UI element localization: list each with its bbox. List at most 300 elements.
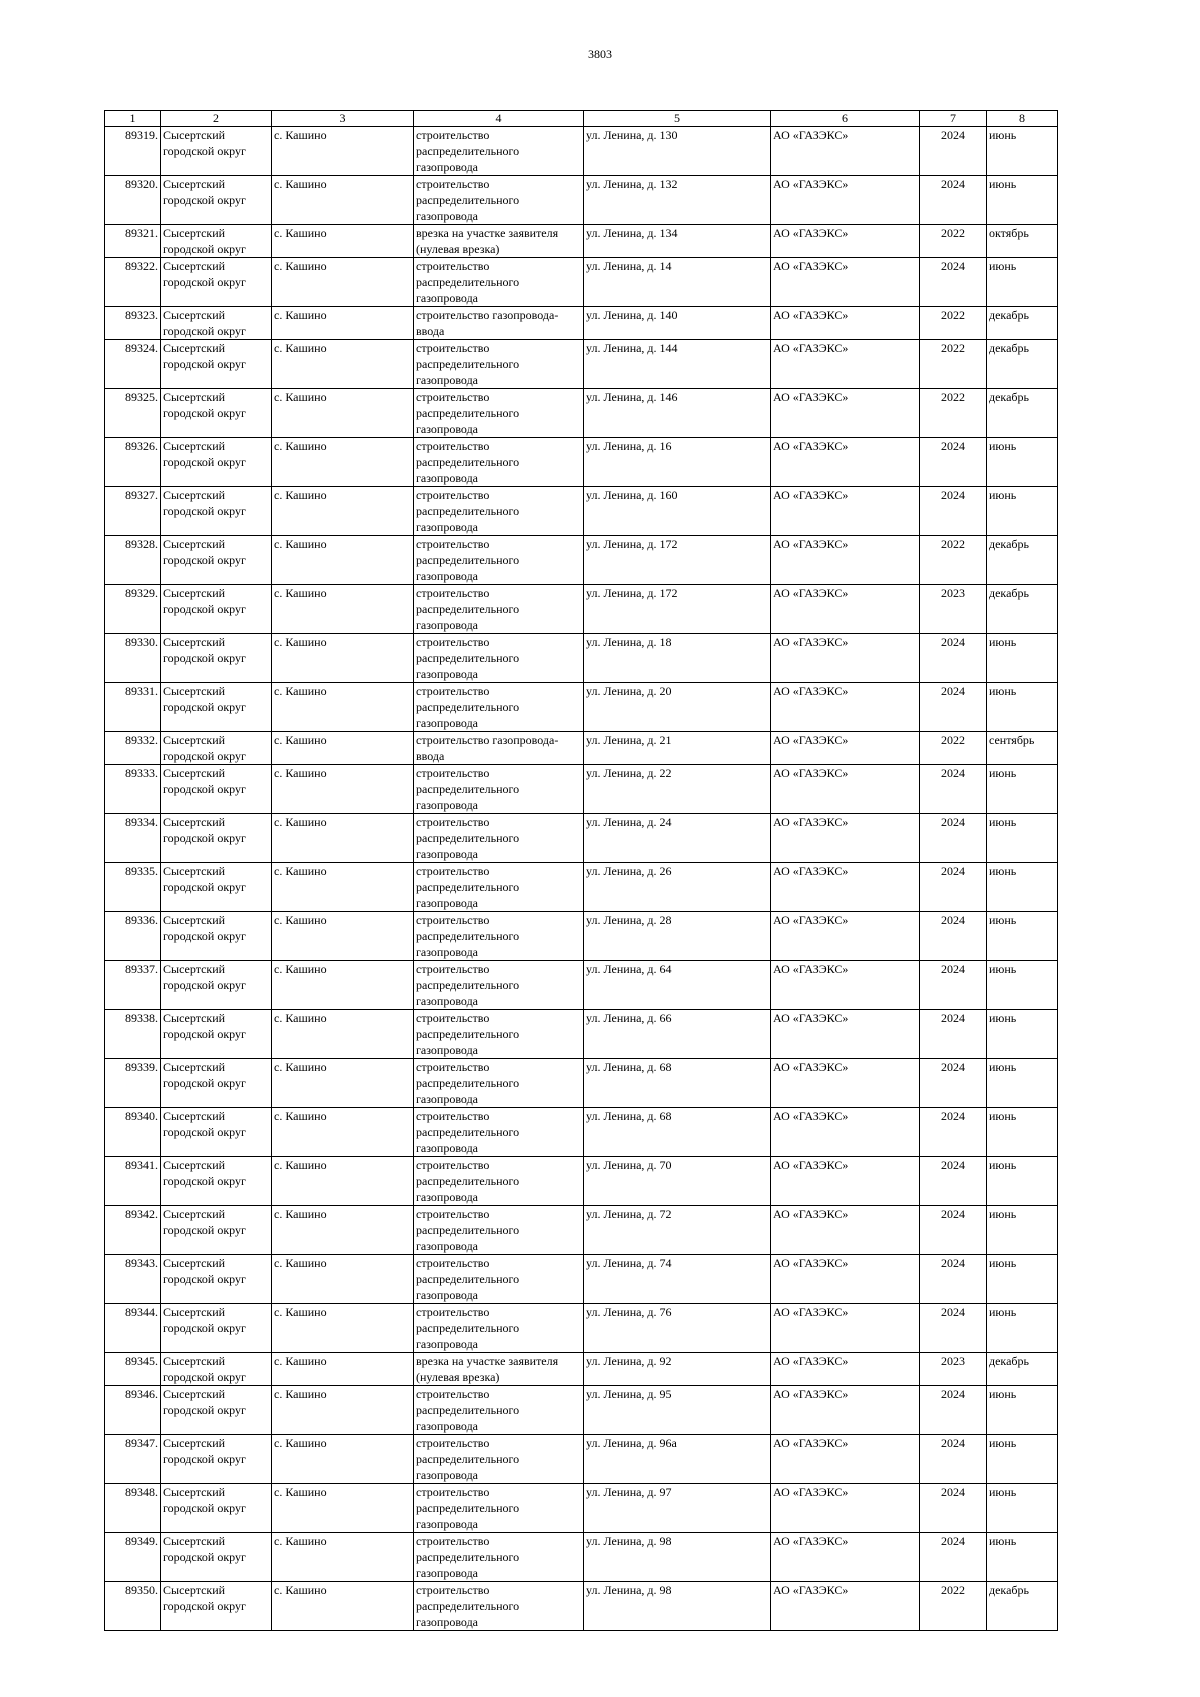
district-cell: Сысертский городской округ (161, 487, 272, 536)
table-row (105, 438, 1058, 487)
work-type-cell: строительство распределительного газопровода (414, 1386, 584, 1435)
month-cell: июнь (987, 127, 1058, 176)
settlement-cell: с. Кашино (272, 1010, 414, 1059)
table-row (105, 307, 1058, 340)
district-cell: Сысертский городской округ (161, 961, 272, 1010)
work-type-cell: строительство распределительного газопровода (414, 961, 584, 1010)
address-cell: ул. Ленина, д. 144 (584, 340, 771, 389)
registry-table (104, 110, 1058, 1631)
address-cell: ул. Ленина, д. 72 (584, 1206, 771, 1255)
row-number-cell: 89320. (105, 176, 161, 225)
district-cell: Сысертский городской округ (161, 1435, 272, 1484)
organization-cell: АО «ГАЗЭКС» (771, 732, 920, 765)
settlement-cell: с. Кашино (272, 225, 414, 258)
year-cell: 2024 (920, 1206, 987, 1255)
table-row (105, 1304, 1058, 1353)
address-cell: ул. Ленина, д. 28 (584, 912, 771, 961)
year-cell: 2024 (920, 127, 987, 176)
settlement-cell: с. Кашино (272, 258, 414, 307)
district-cell: Сысертский городской округ (161, 1353, 272, 1386)
settlement-cell: с. Кашино (272, 961, 414, 1010)
district-cell: Сысертский городской округ (161, 1484, 272, 1533)
district-cell: Сысертский городской округ (161, 1533, 272, 1582)
table-row (105, 961, 1058, 1010)
address-cell: ул. Ленина, д. 66 (584, 1010, 771, 1059)
year-cell: 2024 (920, 1386, 987, 1435)
month-cell: июнь (987, 683, 1058, 732)
settlement-cell: с. Кашино (272, 1582, 414, 1631)
year-cell: 2024 (920, 814, 987, 863)
row-number-cell: 89346. (105, 1386, 161, 1435)
address-cell: ул. Ленина, д. 68 (584, 1059, 771, 1108)
year-cell: 2024 (920, 1010, 987, 1059)
address-cell: ул. Ленина, д. 70 (584, 1157, 771, 1206)
organization-cell: АО «ГАЗЭКС» (771, 683, 920, 732)
row-number-cell: 89331. (105, 683, 161, 732)
row-number-cell: 89344. (105, 1304, 161, 1353)
table-row (105, 1255, 1058, 1304)
organization-cell: АО «ГАЗЭКС» (771, 258, 920, 307)
month-cell: июнь (987, 1255, 1058, 1304)
settlement-cell: с. Кашино (272, 340, 414, 389)
month-cell: июнь (987, 634, 1058, 683)
address-cell: ул. Ленина, д. 130 (584, 127, 771, 176)
table-row (105, 585, 1058, 634)
settlement-cell: с. Кашино (272, 1108, 414, 1157)
year-cell: 2022 (920, 536, 987, 585)
address-cell: ул. Ленина, д. 68 (584, 1108, 771, 1157)
month-cell: октябрь (987, 225, 1058, 258)
month-cell: июнь (987, 1533, 1058, 1582)
column-header: 8 (987, 111, 1058, 127)
district-cell: Сысертский городской округ (161, 585, 272, 634)
table-row (105, 1059, 1058, 1108)
month-cell: июнь (987, 1484, 1058, 1533)
settlement-cell: с. Кашино (272, 1386, 414, 1435)
organization-cell: АО «ГАЗЭКС» (771, 307, 920, 340)
organization-cell: АО «ГАЗЭКС» (771, 1059, 920, 1108)
year-cell: 2022 (920, 225, 987, 258)
year-cell: 2022 (920, 307, 987, 340)
address-cell: ул. Ленина, д. 74 (584, 1255, 771, 1304)
work-type-cell: строительство распределительного газопровода (414, 585, 584, 634)
month-cell: июнь (987, 1059, 1058, 1108)
month-cell: декабрь (987, 307, 1058, 340)
settlement-cell: с. Кашино (272, 732, 414, 765)
column-header: 2 (161, 111, 272, 127)
organization-cell: АО «ГАЗЭКС» (771, 1206, 920, 1255)
settlement-cell: с. Кашино (272, 634, 414, 683)
year-cell: 2024 (920, 765, 987, 814)
year-cell: 2024 (920, 1435, 987, 1484)
address-cell: ул. Ленина, д. 21 (584, 732, 771, 765)
table-row (105, 1206, 1058, 1255)
column-header: 3 (272, 111, 414, 127)
row-number-cell: 89339. (105, 1059, 161, 1108)
year-cell: 2024 (920, 1533, 987, 1582)
settlement-cell: с. Кашино (272, 683, 414, 732)
column-number-row (105, 111, 1058, 127)
row-number-cell: 89342. (105, 1206, 161, 1255)
month-cell: декабрь (987, 1582, 1058, 1631)
settlement-cell: с. Кашино (272, 1533, 414, 1582)
work-type-cell: строительство распределительного газопровода (414, 1255, 584, 1304)
district-cell: Сысертский городской округ (161, 863, 272, 912)
row-number-cell: 89345. (105, 1353, 161, 1386)
settlement-cell: с. Кашино (272, 307, 414, 340)
year-cell: 2024 (920, 438, 987, 487)
district-cell: Сысертский городской округ (161, 1206, 272, 1255)
month-cell: июнь (987, 258, 1058, 307)
table-row (105, 1353, 1058, 1386)
month-cell: декабрь (987, 340, 1058, 389)
table-row (105, 389, 1058, 438)
settlement-cell: с. Кашино (272, 536, 414, 585)
work-type-cell: строительство распределительного газопровода (414, 1435, 584, 1484)
work-type-cell: строительство распределительного газопровода (414, 1582, 584, 1631)
month-cell: июнь (987, 438, 1058, 487)
address-cell: ул. Ленина, д. 92 (584, 1353, 771, 1386)
table-row (105, 258, 1058, 307)
work-type-cell: строительство распределительного газопровода (414, 863, 584, 912)
year-cell: 2024 (920, 1059, 987, 1108)
row-number-cell: 89343. (105, 1255, 161, 1304)
row-number-cell: 89321. (105, 225, 161, 258)
organization-cell: АО «ГАЗЭКС» (771, 176, 920, 225)
table-row (105, 1533, 1058, 1582)
column-header: 5 (584, 111, 771, 127)
address-cell: ул. Ленина, д. 95 (584, 1386, 771, 1435)
district-cell: Сысертский городской округ (161, 225, 272, 258)
organization-cell: АО «ГАЗЭКС» (771, 438, 920, 487)
address-cell: ул. Ленина, д. 132 (584, 176, 771, 225)
row-number-cell: 89336. (105, 912, 161, 961)
settlement-cell: с. Кашино (272, 176, 414, 225)
table-row (105, 487, 1058, 536)
year-cell: 2024 (920, 961, 987, 1010)
settlement-cell: с. Кашино (272, 1206, 414, 1255)
year-cell: 2022 (920, 389, 987, 438)
settlement-cell: с. Кашино (272, 912, 414, 961)
work-type-cell: строительство распределительного газопровода (414, 340, 584, 389)
settlement-cell: с. Кашино (272, 585, 414, 634)
work-type-cell: строительство распределительного газопровода (414, 536, 584, 585)
month-cell: декабрь (987, 389, 1058, 438)
work-type-cell: строительство распределительного газопровода (414, 1533, 584, 1582)
organization-cell: АО «ГАЗЭКС» (771, 1108, 920, 1157)
table-row (105, 912, 1058, 961)
month-cell: июнь (987, 1206, 1058, 1255)
year-cell: 2024 (920, 863, 987, 912)
table-row (105, 1582, 1058, 1631)
settlement-cell: с. Кашино (272, 1255, 414, 1304)
district-cell: Сысертский городской округ (161, 258, 272, 307)
work-type-cell: врезка на участке заявителя (нулевая врезка) (414, 1353, 584, 1386)
month-cell: июнь (987, 176, 1058, 225)
row-number-cell: 89323. (105, 307, 161, 340)
row-number-cell: 89330. (105, 634, 161, 683)
row-number-cell: 89341. (105, 1157, 161, 1206)
address-cell: ул. Ленина, д. 146 (584, 389, 771, 438)
year-cell: 2024 (920, 1157, 987, 1206)
address-cell: ул. Ленина, д. 134 (584, 225, 771, 258)
settlement-cell: с. Кашино (272, 1059, 414, 1108)
year-cell: 2024 (920, 912, 987, 961)
month-cell: декабрь (987, 536, 1058, 585)
organization-cell: АО «ГАЗЭКС» (771, 634, 920, 683)
row-number-cell: 89334. (105, 814, 161, 863)
row-number-cell: 89332. (105, 732, 161, 765)
district-cell: Сысертский городской округ (161, 634, 272, 683)
year-cell: 2024 (920, 683, 987, 732)
district-cell: Сысертский городской округ (161, 176, 272, 225)
month-cell: июнь (987, 1157, 1058, 1206)
work-type-cell: строительство распределительного газопровода (414, 438, 584, 487)
table-row (105, 1386, 1058, 1435)
table-row (105, 1108, 1058, 1157)
settlement-cell: с. Кашино (272, 389, 414, 438)
district-cell: Сысертский городской округ (161, 732, 272, 765)
settlement-cell: с. Кашино (272, 127, 414, 176)
table-row (105, 536, 1058, 585)
year-cell: 2024 (920, 1484, 987, 1533)
district-cell: Сысертский городской округ (161, 438, 272, 487)
organization-cell: АО «ГАЗЭКС» (771, 1157, 920, 1206)
organization-cell: АО «ГАЗЭКС» (771, 1010, 920, 1059)
work-type-cell: строительство распределительного газопровода (414, 258, 584, 307)
organization-cell: АО «ГАЗЭКС» (771, 1435, 920, 1484)
work-type-cell: строительство распределительного газопровода (414, 1206, 584, 1255)
work-type-cell: строительство распределительного газопровода (414, 1010, 584, 1059)
table-row (105, 634, 1058, 683)
row-number-cell: 89347. (105, 1435, 161, 1484)
district-cell: Сысертский городской округ (161, 1386, 272, 1435)
table-row (105, 765, 1058, 814)
work-type-cell: строительство распределительного газопровода (414, 1157, 584, 1206)
work-type-cell: строительство распределительного газопровода (414, 683, 584, 732)
month-cell: декабрь (987, 585, 1058, 634)
district-cell: Сысертский городской округ (161, 814, 272, 863)
table-row (105, 814, 1058, 863)
organization-cell: АО «ГАЗЭКС» (771, 1304, 920, 1353)
settlement-cell: с. Кашино (272, 1157, 414, 1206)
row-number-cell: 89326. (105, 438, 161, 487)
work-type-cell: врезка на участке заявителя (нулевая врезка) (414, 225, 584, 258)
organization-cell: АО «ГАЗЭКС» (771, 863, 920, 912)
row-number-cell: 89329. (105, 585, 161, 634)
row-number-cell: 89338. (105, 1010, 161, 1059)
organization-cell: АО «ГАЗЭКС» (771, 912, 920, 961)
organization-cell: АО «ГАЗЭКС» (771, 225, 920, 258)
month-cell: июнь (987, 487, 1058, 536)
year-cell: 2023 (920, 1353, 987, 1386)
district-cell: Сысертский городской округ (161, 683, 272, 732)
organization-cell: АО «ГАЗЭКС» (771, 1353, 920, 1386)
settlement-cell: с. Кашино (272, 1304, 414, 1353)
page-number: 3803 (588, 47, 612, 61)
district-cell: Сысертский городской округ (161, 1059, 272, 1108)
work-type-cell: строительство газопровода-ввода (414, 307, 584, 340)
address-cell: ул. Ленина, д. 16 (584, 438, 771, 487)
settlement-cell: с. Кашино (272, 863, 414, 912)
table-row (105, 732, 1058, 765)
work-type-cell: строительство распределительного газопровода (414, 1484, 584, 1533)
address-cell: ул. Ленина, д. 97 (584, 1484, 771, 1533)
organization-cell: АО «ГАЗЭКС» (771, 487, 920, 536)
month-cell: июнь (987, 961, 1058, 1010)
year-cell: 2024 (920, 258, 987, 307)
district-cell: Сысертский городской округ (161, 1157, 272, 1206)
address-cell: ул. Ленина, д. 64 (584, 961, 771, 1010)
row-number-cell: 89337. (105, 961, 161, 1010)
district-cell: Сысертский городской округ (161, 536, 272, 585)
address-cell: ул. Ленина, д. 140 (584, 307, 771, 340)
address-cell: ул. Ленина, д. 76 (584, 1304, 771, 1353)
work-type-cell: строительство распределительного газопровода (414, 127, 584, 176)
organization-cell: АО «ГАЗЭКС» (771, 961, 920, 1010)
work-type-cell: строительство распределительного газопровода (414, 634, 584, 683)
row-number-cell: 89348. (105, 1484, 161, 1533)
settlement-cell: с. Кашино (272, 1484, 414, 1533)
table-row (105, 863, 1058, 912)
work-type-cell: строительство распределительного газопровода (414, 176, 584, 225)
month-cell: декабрь (987, 1353, 1058, 1386)
work-type-cell: строительство распределительного газопровода (414, 765, 584, 814)
address-cell: ул. Ленина, д. 14 (584, 258, 771, 307)
district-cell: Сысертский городской округ (161, 1108, 272, 1157)
table-row (105, 1010, 1058, 1059)
organization-cell: АО «ГАЗЭКС» (771, 814, 920, 863)
district-cell: Сысертский городской округ (161, 765, 272, 814)
work-type-cell: строительство распределительного газопровода (414, 1108, 584, 1157)
month-cell: июнь (987, 1010, 1058, 1059)
organization-cell: АО «ГАЗЭКС» (771, 765, 920, 814)
row-number-cell: 89349. (105, 1533, 161, 1582)
row-number-cell: 89335. (105, 863, 161, 912)
district-cell: Сысертский городской округ (161, 1304, 272, 1353)
year-cell: 2023 (920, 585, 987, 634)
address-cell: ул. Ленина, д. 98 (584, 1533, 771, 1582)
organization-cell: АО «ГАЗЭКС» (771, 389, 920, 438)
year-cell: 2024 (920, 634, 987, 683)
year-cell: 2022 (920, 1582, 987, 1631)
month-cell: июнь (987, 814, 1058, 863)
year-cell: 2024 (920, 487, 987, 536)
row-number-cell: 89333. (105, 765, 161, 814)
address-cell: ул. Ленина, д. 26 (584, 863, 771, 912)
settlement-cell: с. Кашино (272, 1353, 414, 1386)
work-type-cell: строительство распределительного газопровода (414, 1304, 584, 1353)
row-number-cell: 89325. (105, 389, 161, 438)
address-cell: ул. Ленина, д. 22 (584, 765, 771, 814)
organization-cell: АО «ГАЗЭКС» (771, 1582, 920, 1631)
row-number-cell: 89319. (105, 127, 161, 176)
row-number-cell: 89324. (105, 340, 161, 389)
table-row (105, 1435, 1058, 1484)
table-row (105, 176, 1058, 225)
row-number-cell: 89328. (105, 536, 161, 585)
district-cell: Сысертский городской округ (161, 340, 272, 389)
year-cell: 2024 (920, 1108, 987, 1157)
address-cell: ул. Ленина, д. 172 (584, 536, 771, 585)
month-cell: июнь (987, 863, 1058, 912)
work-type-cell: строительство распределительного газопровода (414, 912, 584, 961)
work-type-cell: строительство газопровода-ввода (414, 732, 584, 765)
work-type-cell: строительство распределительного газопровода (414, 487, 584, 536)
work-type-cell: строительство распределительного газопровода (414, 814, 584, 863)
district-cell: Сысертский городской округ (161, 127, 272, 176)
month-cell: июнь (987, 765, 1058, 814)
district-cell: Сысертский городской округ (161, 1255, 272, 1304)
organization-cell: АО «ГАЗЭКС» (771, 585, 920, 634)
organization-cell: АО «ГАЗЭКС» (771, 340, 920, 389)
settlement-cell: с. Кашино (272, 1435, 414, 1484)
address-cell: ул. Ленина, д. 96а (584, 1435, 771, 1484)
settlement-cell: с. Кашино (272, 814, 414, 863)
table-row (105, 1484, 1058, 1533)
column-header: 6 (771, 111, 920, 127)
district-cell: Сысертский городской округ (161, 1582, 272, 1631)
table-row (105, 340, 1058, 389)
row-number-cell: 89340. (105, 1108, 161, 1157)
district-cell: Сысертский городской округ (161, 912, 272, 961)
month-cell: июнь (987, 1304, 1058, 1353)
organization-cell: АО «ГАЗЭКС» (771, 1255, 920, 1304)
month-cell: сентябрь (987, 732, 1058, 765)
year-cell: 2022 (920, 732, 987, 765)
month-cell: июнь (987, 1386, 1058, 1435)
address-cell: ул. Ленина, д. 172 (584, 585, 771, 634)
district-cell: Сысертский городской округ (161, 389, 272, 438)
row-number-cell: 89350. (105, 1582, 161, 1631)
table-body (105, 127, 1058, 1631)
column-header: 1 (105, 111, 161, 127)
work-type-cell: строительство распределительного газопровода (414, 1059, 584, 1108)
settlement-cell: с. Кашино (272, 487, 414, 536)
organization-cell: АО «ГАЗЭКС» (771, 1484, 920, 1533)
year-cell: 2024 (920, 1255, 987, 1304)
organization-cell: АО «ГАЗЭКС» (771, 1386, 920, 1435)
column-header: 4 (414, 111, 584, 127)
organization-cell: АО «ГАЗЭКС» (771, 127, 920, 176)
row-number-cell: 89327. (105, 487, 161, 536)
organization-cell: АО «ГАЗЭКС» (771, 536, 920, 585)
month-cell: июнь (987, 1108, 1058, 1157)
table-row (105, 127, 1058, 176)
address-cell: ул. Ленина, д. 98 (584, 1582, 771, 1631)
month-cell: июнь (987, 1435, 1058, 1484)
address-cell: ул. Ленина, д. 160 (584, 487, 771, 536)
settlement-cell: с. Кашино (272, 438, 414, 487)
work-type-cell: строительство распределительного газопровода (414, 389, 584, 438)
table-row (105, 683, 1058, 732)
month-cell: июнь (987, 912, 1058, 961)
address-cell: ул. Ленина, д. 20 (584, 683, 771, 732)
year-cell: 2024 (920, 1304, 987, 1353)
district-cell: Сысертский городской округ (161, 1010, 272, 1059)
row-number-cell: 89322. (105, 258, 161, 307)
column-header: 7 (920, 111, 987, 127)
table-row (105, 225, 1058, 258)
address-cell: ул. Ленина, д. 18 (584, 634, 771, 683)
organization-cell: АО «ГАЗЭКС» (771, 1533, 920, 1582)
year-cell: 2022 (920, 340, 987, 389)
district-cell: Сысертский городской округ (161, 307, 272, 340)
address-cell: ул. Ленина, д. 24 (584, 814, 771, 863)
table-row (105, 1157, 1058, 1206)
settlement-cell: с. Кашино (272, 765, 414, 814)
year-cell: 2024 (920, 176, 987, 225)
